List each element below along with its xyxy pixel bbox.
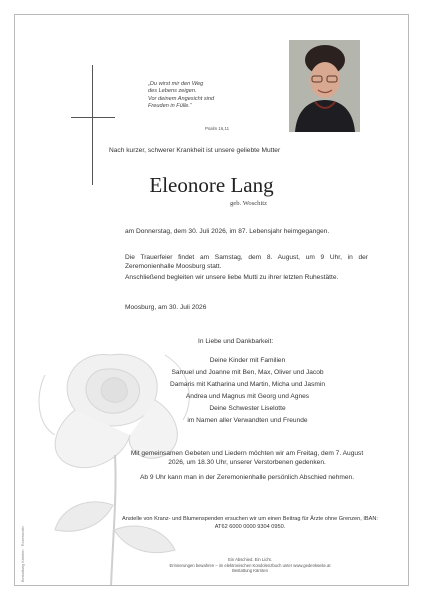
cross-vertical — [92, 65, 93, 185]
psalm-line: des Lebens zeigen. — [148, 88, 197, 95]
passing-text: am Donnerstag, dem 30. Juli 2026, im 87. Lebensjahr heimgegangen. — [125, 228, 330, 235]
deceased-name: Eleonore Lang — [149, 173, 274, 197]
obituary-card — [14, 14, 409, 586]
funeral-text: Die Trauerfeier findet am Samstag, dem 8. August, um 9 Uhr, in der Zeremonienhalle Moosburg statt. — [125, 254, 368, 271]
image-credit: Bestattung Kärnten · Rosenmotiv — [21, 526, 25, 582]
thanks-heading: In Liebe und Dankbarkeit: — [198, 338, 274, 345]
family-line: Deine Schwester Liselotte — [209, 405, 286, 412]
memorial-service-text: Mit gemeinsamen Gebeten und Liedern möchten wir am Freitag, dem 7. August 2026, um 18.30 Uhr, unserer Verstorbenen gedenken. — [130, 450, 364, 467]
donation-text: Anstelle von Kranz- und Blumenspenden ersuchen wir um einen Beitrag für Ärzte ohne Grenzen, IBAN: AT62 6000 0000 9304 0950. — [122, 516, 378, 530]
psalm-quote — [148, 81, 263, 111]
footer-line: Bestattung Kärnten — [232, 568, 268, 574]
psalm-source: Psalm 16,11 — [205, 126, 230, 131]
psalm-line: „Du wirst mir den Weg — [148, 81, 204, 87]
footer-line: Erinnerungen bewahren – im elektronischen Kondolenzbuch unter www.gedenkseite.at — [169, 562, 331, 568]
portrait-illustration — [289, 40, 360, 132]
intro-text: Nach kurzer, schwerer Krankheit ist unsere geliebte Mutter — [109, 147, 281, 154]
family-line: Deine Kinder mit Familien — [209, 357, 286, 364]
birth-name: geb. Woschitz — [230, 200, 268, 207]
portrait-photo — [289, 40, 360, 132]
family-line: Samuel und Joanne mit Ben, Max, Oliver und Jacob — [171, 369, 324, 376]
psalm-line: Vor deinem Angesicht sind — [148, 95, 215, 102]
family-line: im Namen aller Verwandten und Freunde — [187, 417, 308, 424]
burial-text: Anschließend begleiten wir unsere liebe Mutti zu ihrer letzten Ruhestätte. — [125, 274, 339, 281]
viewing-text: Ab 9 Uhr kann man in der Zeremonienhalle persönlich Abschied nehmen. — [139, 474, 355, 481]
place-date: Moosburg, am 30. Juli 2026 — [125, 304, 207, 311]
family-line: Damaris mit Katharina und Martin, Micha und Jasmin — [169, 381, 325, 388]
family-line: Andrea und Magnus mit Georg und Agnes — [185, 393, 310, 400]
footer — [115, 557, 385, 574]
psalm-line: Freuden in Fülle.“ — [148, 103, 192, 110]
footer-line: Ein Abschied. Ein Licht. — [228, 557, 272, 562]
cross-horizontal — [71, 117, 115, 118]
